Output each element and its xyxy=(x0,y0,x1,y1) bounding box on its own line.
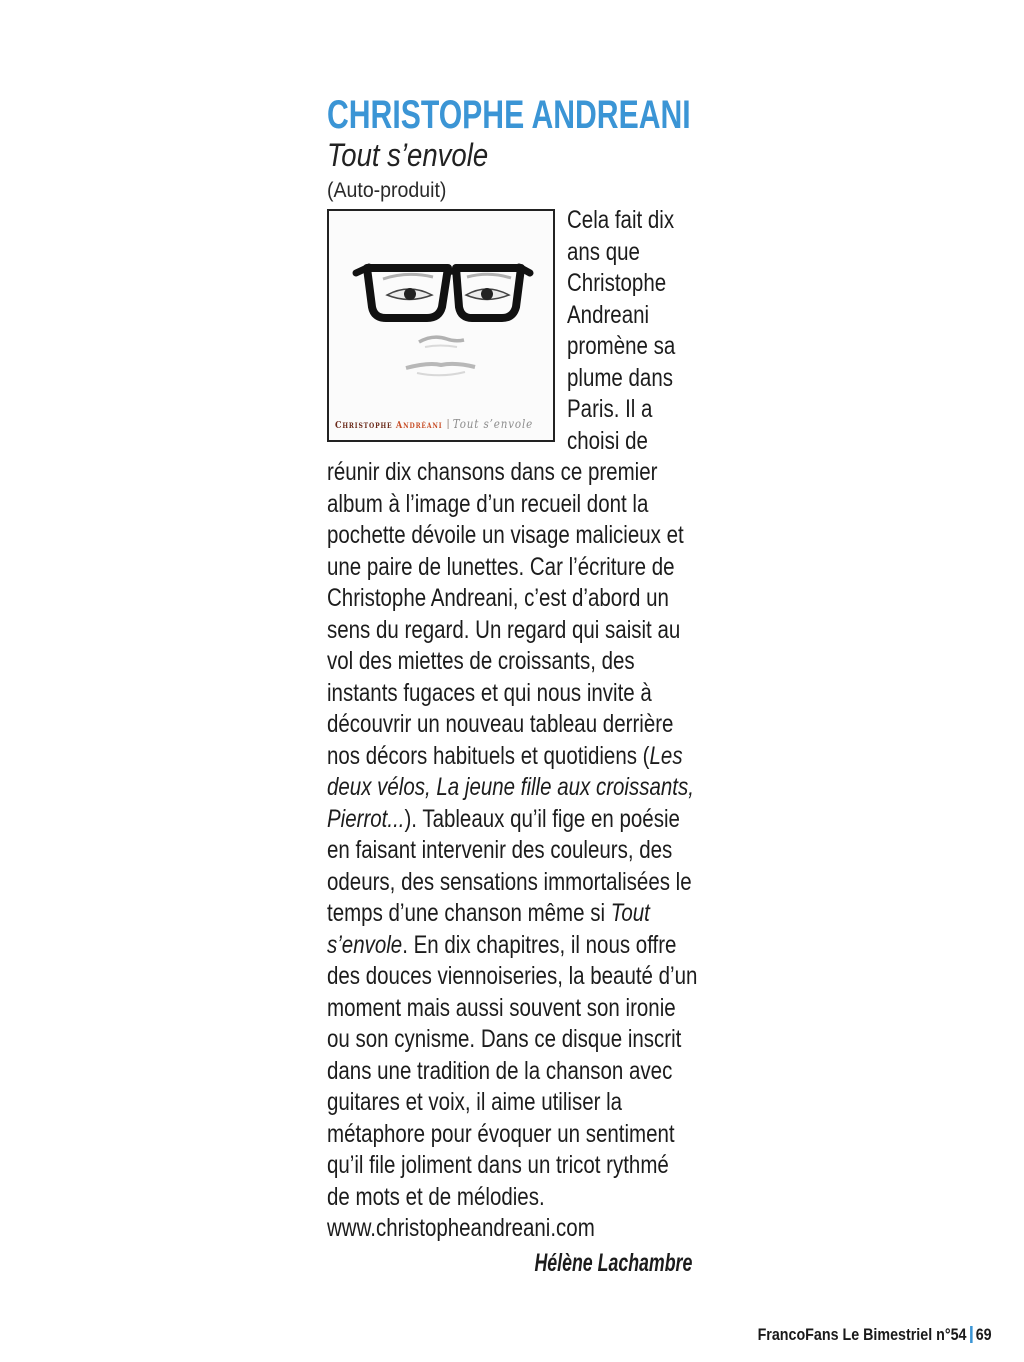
text-run: en faisant intervenir des couleurs, des xyxy=(327,836,673,864)
text-run: Andreani xyxy=(567,300,650,329)
text-run: ou son cynisme. Dans ce disque inscrit xyxy=(327,1025,682,1053)
body-line-text xyxy=(327,615,680,647)
body-line xyxy=(327,898,779,930)
body-line-text xyxy=(327,930,676,962)
body-line xyxy=(327,457,779,489)
body-line-text xyxy=(327,489,648,521)
body-line xyxy=(327,1087,779,1119)
text-run: www.christopheandreani.com xyxy=(327,1214,595,1242)
page-number: 69 xyxy=(976,1325,992,1344)
body-line-text xyxy=(327,1056,672,1088)
body-line-text xyxy=(327,1182,545,1214)
review-body xyxy=(327,205,779,1245)
body-line xyxy=(567,205,779,237)
body-line-text xyxy=(327,1213,595,1245)
text-run: moment mais aussi souvent son ironie xyxy=(327,993,676,1022)
body-line-text xyxy=(327,678,652,710)
body-line xyxy=(327,867,779,899)
text-run: sens du regard. Un regard qui saisit au xyxy=(327,615,681,644)
text-run: Paris. Il a xyxy=(567,395,653,423)
text-run: des douces viennoiseries, la beauté d’un xyxy=(327,962,698,990)
text-run: Christophe Andreani, c’est d’abord un xyxy=(327,584,669,612)
body-line-text xyxy=(327,1087,622,1119)
text-run: instants fugaces et qui nous invite à xyxy=(327,678,652,707)
body-line-text xyxy=(567,331,675,363)
italic-text: deux vélos, La jeune fille aux croissants, xyxy=(327,773,694,801)
text-run: promène sa xyxy=(567,332,676,360)
record-label: (Auto-produit) xyxy=(327,179,447,202)
body-line xyxy=(327,583,779,615)
body-line xyxy=(327,741,779,773)
body-line-text xyxy=(327,709,673,741)
cover-title: Tout s’envole xyxy=(452,417,534,431)
body-line-text xyxy=(327,1119,675,1151)
text-run: Christophe xyxy=(567,269,667,297)
body-line xyxy=(327,678,779,710)
body-line xyxy=(327,552,779,584)
body-line xyxy=(327,615,779,647)
text-run: réunir dix chansons dans ce premier xyxy=(327,458,658,486)
body-line xyxy=(327,709,779,741)
text-run: métaphore pour évoquer un sentiment xyxy=(327,1119,675,1148)
body-line xyxy=(567,300,779,332)
body-line xyxy=(327,1119,779,1151)
body-line xyxy=(567,363,779,395)
text-run: pochette dévoile un visage malicieux et xyxy=(327,521,684,549)
footer-divider xyxy=(970,1326,973,1343)
text-run: de mots et de mélodies. xyxy=(327,1182,545,1211)
author-signature: Hélène Lachambre xyxy=(534,1249,692,1277)
body-line xyxy=(327,1182,779,1214)
text-run: une paire de lunettes. Car l’écriture de xyxy=(327,552,675,581)
text-run: nos décors habituels et quotidiens ( xyxy=(327,741,650,770)
body-line xyxy=(567,268,779,300)
body-line xyxy=(327,961,779,993)
body-line-text xyxy=(327,867,692,899)
album-title: Tout s’envole xyxy=(327,137,489,173)
body-line-text xyxy=(327,804,680,836)
publication-name: FrancoFans Le Bimestriel n°54 xyxy=(757,1325,967,1344)
text-run: odeurs, des sensations immortalisées le xyxy=(327,867,692,896)
text-run: temps d’une chanson même si xyxy=(327,899,611,927)
body-line xyxy=(567,331,779,363)
text-run: ans que xyxy=(567,237,640,266)
body-line xyxy=(327,835,779,867)
body-line-text xyxy=(567,394,652,426)
page-footer xyxy=(758,1325,992,1345)
text-run: Cela fait dix xyxy=(567,206,675,234)
body-line xyxy=(327,804,779,836)
body-line-text xyxy=(327,583,669,615)
text-run: plume dans xyxy=(567,363,673,392)
text-run: album à l’image d’un recueil dont la xyxy=(327,489,649,518)
body-line-text xyxy=(567,237,640,269)
body-line xyxy=(567,394,779,426)
body-line-text xyxy=(327,772,694,804)
cover-artist-first: Christophe xyxy=(335,420,393,431)
body-line xyxy=(567,426,779,458)
body-line-text xyxy=(567,426,648,458)
body-line-text xyxy=(567,268,666,300)
body-line-text xyxy=(567,205,674,237)
italic-text: Tout xyxy=(610,899,650,927)
body-line-text xyxy=(567,300,649,332)
text-run: . En dix chapitres, il nous offre xyxy=(402,930,677,959)
body-line-text xyxy=(567,363,673,395)
italic-text: Pierrot... xyxy=(327,804,405,833)
body-line xyxy=(327,930,779,962)
body-line-text xyxy=(327,552,675,584)
text-run: découvrir un nouveau tableau derrière xyxy=(327,710,674,738)
body-line xyxy=(567,237,779,269)
text-run: qu’il file joliment dans un tricot rythmé xyxy=(327,1151,669,1179)
body-line-text xyxy=(327,520,684,552)
body-line-text xyxy=(327,646,635,678)
italic-text: Les xyxy=(649,741,683,770)
body-line xyxy=(327,1213,779,1245)
artist-name-heading: CHRISTOPHE ANDREANI xyxy=(327,93,691,137)
body-line xyxy=(327,1150,779,1182)
text-run: dans une tradition de la chanson avec xyxy=(327,1056,673,1085)
body-line xyxy=(327,1024,779,1056)
body-line-text xyxy=(327,835,672,867)
body-line-text xyxy=(327,993,676,1025)
body-line xyxy=(327,993,779,1025)
body-line xyxy=(327,520,779,552)
text-run: vol des miettes de croissants, des xyxy=(327,647,635,675)
text-run: choisi de xyxy=(567,426,648,455)
body-line-text xyxy=(327,1150,669,1182)
body-line-text xyxy=(327,898,650,930)
text-run: guitares et voix, il aime utiliser la xyxy=(327,1088,623,1116)
body-line xyxy=(327,646,779,678)
body-line-text xyxy=(327,457,657,489)
cover-artist-last: Andréani xyxy=(395,420,443,431)
body-line-text xyxy=(327,961,697,993)
body-line xyxy=(327,489,779,521)
text-run: ). Tableaux qu’il fige en poésie xyxy=(404,804,680,833)
body-line-text xyxy=(327,1024,681,1056)
italic-text: s’envole xyxy=(327,930,403,959)
body-line-text xyxy=(327,741,683,773)
body-line xyxy=(327,1056,779,1088)
body-line xyxy=(327,772,779,804)
